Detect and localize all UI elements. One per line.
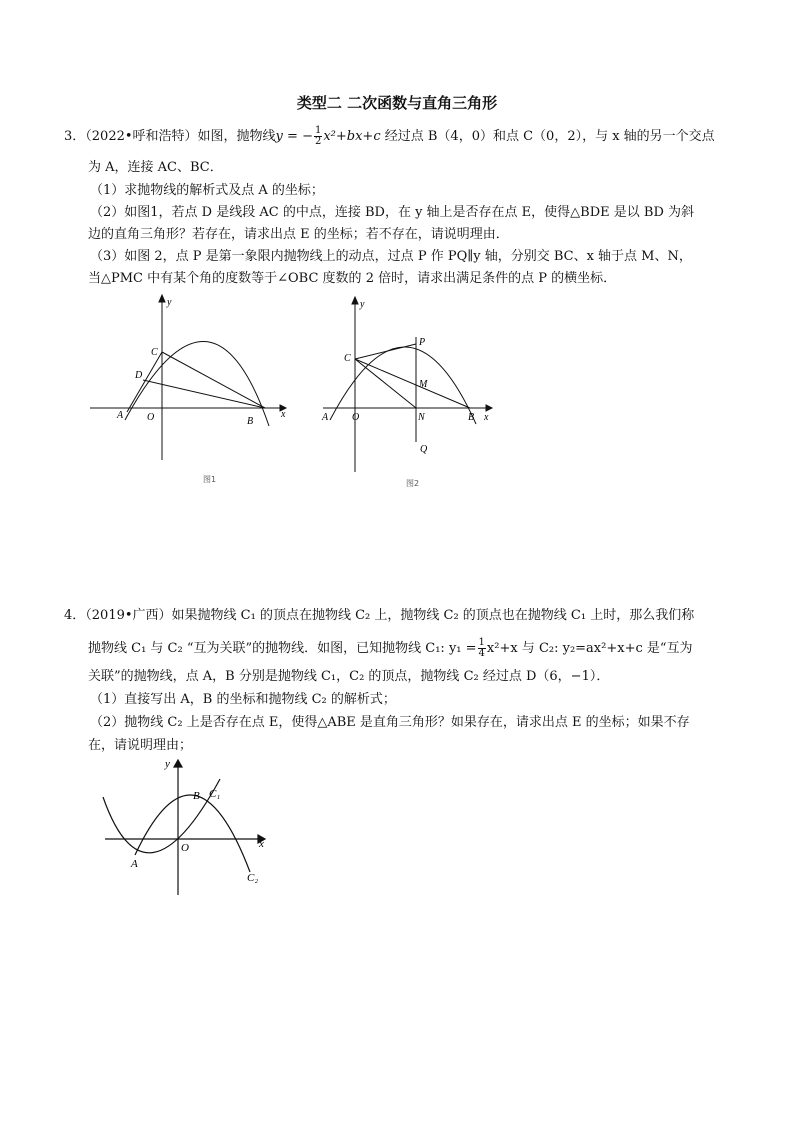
fig3-y-arrow: [174, 760, 182, 767]
fig3-label-x: x: [259, 838, 264, 850]
fig2-x-arrow: [486, 405, 492, 411]
fig1-label-b: B: [247, 416, 254, 427]
q3-line1: [64, 126, 744, 147]
q4-fraction: [478, 638, 486, 659]
q3-source: （2022•呼和浩特）如图，抛物线: [85, 129, 276, 144]
fig2-segment-cp: [355, 344, 416, 359]
page-title: 类型二 二次函数与直角三角形: [296, 94, 498, 112]
fig2-label-b: B: [468, 412, 475, 423]
q3-frac-num: 1: [314, 125, 322, 136]
q3-frac-den: 2: [314, 136, 322, 147]
q3-eq-rest: x²+bx+c: [323, 129, 381, 144]
fig1-label-d: D: [135, 370, 143, 381]
q4-frac-den: 4: [478, 648, 485, 659]
figure-3: [95, 757, 275, 897]
fig2-label-q: Q: [420, 444, 428, 455]
fig2-label-p: P: [419, 337, 426, 348]
q4-line3: 关联”的抛物线，点 A，B 分别是抛物线 C₁，C₂ 的顶点，抛物线 C₂ 经过点 D（6，−1）．: [88, 669, 610, 684]
q4-line2-tail: x²+x 与 C₂: y₂=ax²+x+c 是“互为: [486, 641, 693, 656]
fig3-label-c1: C₁: [209, 788, 221, 800]
q4-part2a: （2）抛物线 C₂ 上是否存在点 E，使得△ABE 是直角三角形？如果存在，请求出点 E 的坐标；如果不存: [90, 715, 690, 730]
q3-number: 3．: [64, 129, 86, 144]
fig1-caption: 图1: [203, 475, 217, 484]
q4-part1: （1）直接写出 A，B 的坐标和抛物线 C₂ 的解析式；: [90, 692, 396, 707]
q3-part1: （1）求抛物线的解析式及点 A 的坐标；: [90, 183, 324, 198]
fig1-label-a: A: [117, 410, 124, 421]
fig2-label-c: C: [344, 353, 351, 364]
q4-line1-text: （2019•广西）如果抛物线 C₁ 的顶点在抛物线 C₂ 上，抛物线 C₂ 的顶点也在抛物线 C₁ 上时，那么我们称: [85, 608, 695, 623]
fig2-segment-cb: [355, 359, 470, 408]
q3-part2b: 边的直角三角形？若存在，请求出点 E 的坐标；若不存在，请说明理由．: [88, 227, 509, 242]
q3-line2: 为 A，连接 AC、BC．: [88, 160, 223, 175]
fig1-label-o: O: [147, 412, 155, 423]
figure-1: [85, 290, 295, 490]
fig1-y-arrow: [159, 295, 165, 302]
q4-frac-num: 1: [478, 637, 485, 648]
q3-part3a: （3）如图 2，点 P 是第一象限内抛物线上的动点，过点 P 作 PQ∥y 轴，分别交 BC、x 轴于点 M、N，: [90, 249, 692, 264]
q3-part3b: 当△PMC 中有某个角的度数等于∠OBC 度数的 2 倍时，请求出满足条件的点 P 的横坐标．: [88, 271, 617, 286]
fig1-parabola-left: [127, 352, 162, 412]
q4-number: 4．: [64, 608, 86, 623]
q3-part2a: （2）如图1，若点 D 是线段 AC 的中点，连接 BD，在 y 轴上是否存在点 E，使得△BDE 是以 BD 为斜: [90, 205, 695, 220]
fig1-label-y: y: [167, 297, 172, 308]
q3-fraction: [314, 126, 322, 147]
q3-line1-tail: 经过点 B（4，0）和点 C（0，2），与 x 轴的另一个交点: [380, 129, 715, 144]
q4-line2: [88, 638, 768, 659]
fig2-label-x: x: [484, 412, 489, 423]
fig3-label-b: B: [193, 790, 200, 802]
fig2-label-m: M: [419, 379, 428, 390]
fig3-parabola-c2: [135, 795, 250, 872]
fig3-label-a: A: [131, 858, 138, 870]
q4-line2-head: 抛物线 C₁ 与 C₂ “互为关联”的抛物线．如图，已知抛物线 C₁: y₁ =: [88, 641, 477, 656]
fig3-label-c2: C₂: [247, 872, 259, 884]
q4-line1: [64, 607, 744, 625]
fig2-y-arrow: [352, 297, 358, 304]
fig2-label-o: O: [352, 412, 360, 423]
fig2-segment-cn: [355, 359, 416, 408]
figure-2: [318, 292, 498, 492]
fig2-label-n: N: [418, 412, 425, 423]
q4-part2b: 在，请说明理由；: [88, 738, 193, 753]
fig2-label-y: y: [360, 299, 365, 310]
fig3-label-o: O: [181, 842, 189, 854]
fig3-parabola-c1: [103, 779, 220, 853]
q3-eq-y: y: [275, 129, 283, 144]
fig1-segment-db: [143, 380, 265, 408]
fig2-label-a: A: [322, 412, 329, 423]
fig1-label-c: C: [151, 347, 158, 358]
fig3-label-y: y: [165, 758, 170, 770]
fig1-label-x: x: [281, 409, 286, 420]
q3-eq-eq: = −: [282, 129, 313, 144]
fig2-caption: 图2: [406, 479, 420, 488]
